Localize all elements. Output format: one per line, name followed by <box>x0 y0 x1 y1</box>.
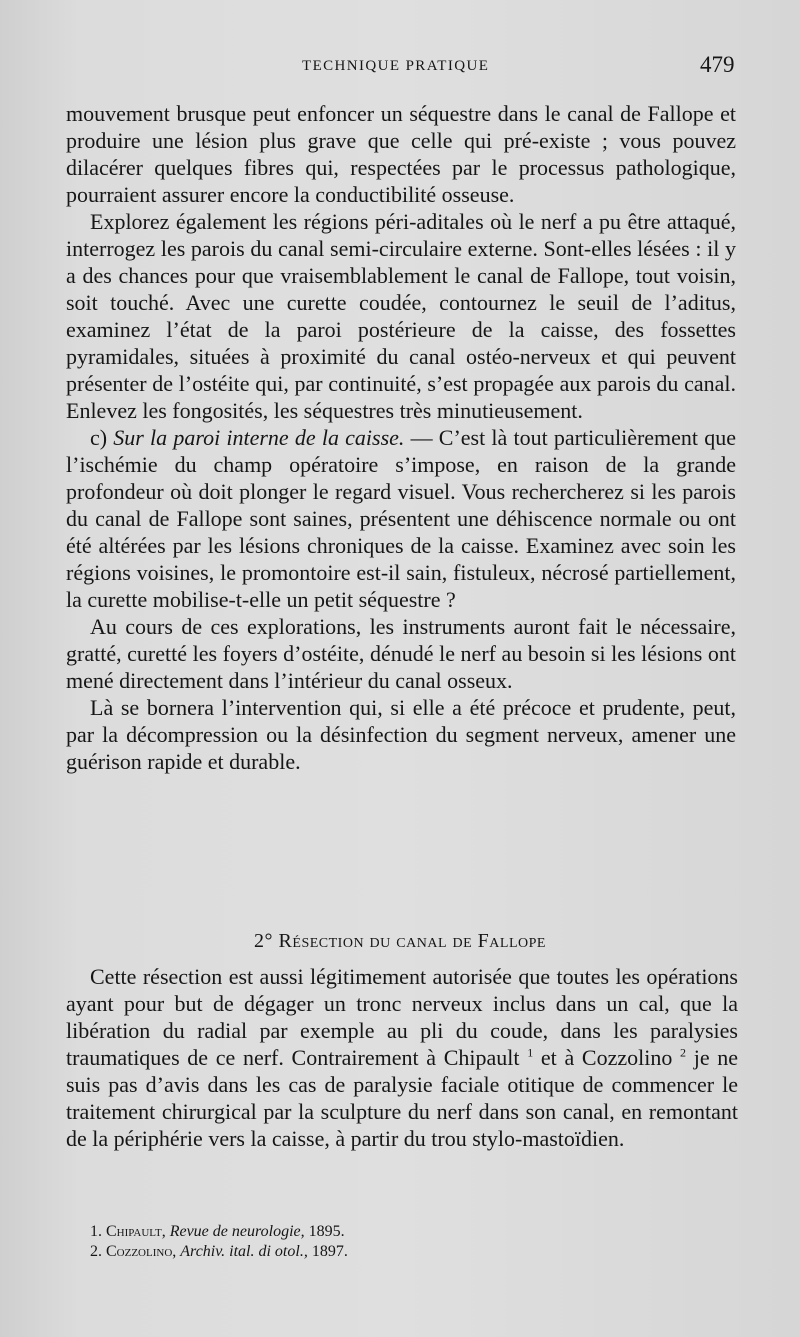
subsection-label: c) <box>90 425 108 450</box>
footnote-year: 1897. <box>311 1243 348 1260</box>
footnotes <box>90 1222 690 1262</box>
footnote-work: Revue de neurologie, <box>169 1223 305 1240</box>
resection-text-b: et à Cozzolino <box>540 1045 673 1070</box>
footnote-ref-2: 2 <box>680 1045 687 1060</box>
section-heading <box>0 930 800 953</box>
footnote-ref-1: 1 <box>527 1045 534 1060</box>
paragraph-explorez: Explorez également les régions péri-aditales où le nerf a pu être attaqué, interrogez les parois du canal semi-circulaire externe. Sont-elles lésées : il y a des chances pour que vraisemblablement le canal de Fallope, tout voisin, soit touché. Avec une curette coudée, contournez le seuil de l’aditus, examinez l’état de la paroi postérieure de la caisse, des fossettes pyramidales, situées à proximité du canal ostéo-nerveux et qui peuvent présenter de l’ostéite qui, par continuité, s’est propagée aux parois du canal. Enlevez les fongosités, les séquestres très minutieusement. <box>66 209 736 423</box>
paragraph-resection <box>66 963 738 1152</box>
subsection-title: Sur la paroi interne de la caisse. <box>113 425 405 450</box>
footnote-1 <box>90 1222 690 1242</box>
paragraph-intervention: Là se bornera l’intervention qui, si elle a été précoce et prudente, peut, par la décompression ou la désinfection du segment nerveux, amener une guérison rapide et durable. <box>66 695 736 774</box>
section-title: Résection du canal de Fallope <box>278 930 546 952</box>
page-header <box>0 52 800 82</box>
main-text <box>66 100 736 775</box>
footnote-work: Archiv. ital. di otol., <box>180 1243 308 1260</box>
subsection-text: — C’est là tout particulièrement que l’ischémie du champ opératoire s’impose, en raison de la grande profondeur où doit plonger le regard visuel. Vous rechercherez si les parois du canal de Fallope sont saines, présentent une déhiscence normale ou ont été altérées par les lésions chroniques de la caisse. Examinez avec soin les régions voisines, le promontoire est-il sain, fistuleux, nécrosé partiellement, la curette mobilise-t-elle un petit séquestre ? <box>66 425 736 612</box>
paragraph-explorations: Au cours de ces explorations, les instruments auront fait le nécessaire, gratté, curetté les foyers d’ostéite, dénudé le nerf au besoin si les lésions ont mené directement dans l’intérieur du canal osseux. <box>66 614 736 693</box>
section-text <box>66 963 738 1152</box>
resection-text-a: Cette résection est aussi légitimement autorisée que toutes les opérations ayant pour but de dégager un tronc nerveux inclus dans un cal, que la libération du radial par exemple au pli du coude, dans les paralysies traumatiques de ce nerf. Contrairement à Chipault <box>66 964 738 1070</box>
footnote-author: Cozzolino, <box>106 1243 177 1260</box>
paragraph-paroi-interne <box>66 424 736 613</box>
footnote-year: 1895. <box>308 1223 345 1240</box>
footnote-author: Chipault, <box>106 1223 166 1240</box>
paragraph-continued: mouvement brusque peut enfoncer un séquestre dans le canal de Fallope et produire une lésion plus grave que celle qui pré-existe ; vous pouvez dilacérer quelques fibres qui, respectées par le processus pathologique, pourraient assurer encore la conductibilité osseuse. <box>66 101 736 207</box>
footnote-2 <box>90 1242 690 1262</box>
footnote-number: 2. <box>90 1243 102 1260</box>
page-number: 479 <box>700 52 735 77</box>
footnote-number: 1. <box>90 1223 102 1240</box>
running-title: TECHNIQUE PRATIQUE <box>302 58 490 74</box>
resection-text-c: je ne suis pas d’avis dans les cas de paralysie faciale otitique de commencer le traitement chirurgical par la sculpture du nerf dans son canal, en remontant de la périphérie vers la caisse, à partir du trou stylo-mastoïdien. <box>66 1045 739 1151</box>
section-number: 2° <box>254 930 274 952</box>
